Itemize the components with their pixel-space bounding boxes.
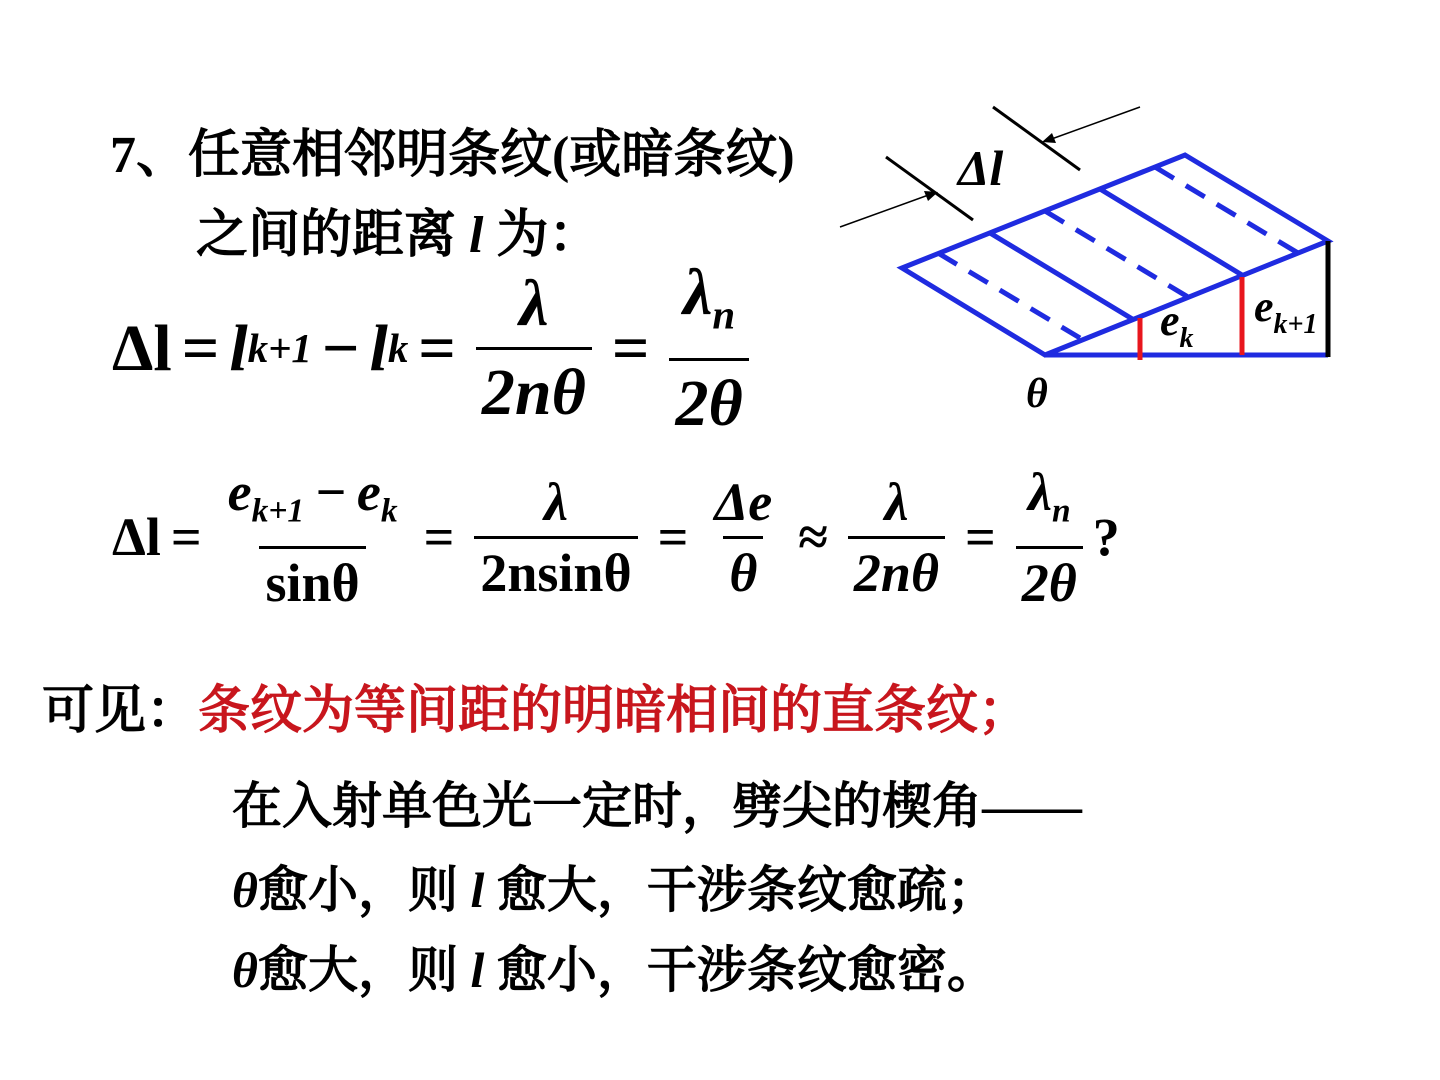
f2-lhs: Δl (112, 507, 161, 568)
f2-eq4: = (964, 507, 996, 568)
note2-a: 愈小，则 (257, 862, 471, 918)
fringe-dashed-line (1045, 211, 1188, 297)
wedge-diagram (830, 95, 1350, 425)
f1-frac2-sub: n (712, 292, 736, 338)
formula-spacing-1 (112, 250, 759, 447)
note3-l: l (470, 942, 485, 998)
f2-frac5-lambda: λ (1027, 462, 1052, 522)
f1-frac2-num (677, 250, 741, 358)
f1-eq1: = (181, 311, 220, 385)
delta-l-arrowhead-right (1042, 133, 1056, 143)
f2-frac3 (708, 468, 778, 607)
conclusion (42, 668, 1030, 743)
f2-frac1 (222, 458, 404, 617)
f1-frac2 (669, 250, 748, 447)
f1-frac1 (476, 261, 592, 436)
f1-frac2-lambda: λ (683, 256, 713, 329)
f2-eq2: = (423, 507, 455, 568)
f2-frac5-den: 2θ (1016, 546, 1083, 617)
heading-suffix: 为： (483, 207, 601, 264)
fringe-dashed-line (938, 253, 1080, 338)
f2-num-minus: − (314, 462, 347, 522)
ek-label-e: e (1160, 296, 1180, 345)
f2-frac1-den: sinθ (259, 546, 365, 617)
f2-eq3: = (657, 507, 689, 568)
formula-spacing-2 (112, 458, 1120, 617)
conclusion-prefix: 可见： (42, 683, 199, 740)
f2-frac3-num: Δe (714, 471, 773, 532)
delta-l-extension-right (993, 107, 1080, 170)
heading-prefix: 之间的距离 (196, 207, 470, 264)
theta-label: θ (1026, 371, 1048, 417)
f1-l2-sub: k (387, 326, 409, 372)
f2-frac2-den: 2nsinθ (474, 536, 637, 607)
conclusion-highlight: 条纹为等间距的明暗相间的直条纹； (198, 683, 1031, 740)
f1-frac1-den: 2nθ (476, 347, 592, 436)
f1-l2: l (369, 311, 388, 385)
note2-l: l (470, 862, 485, 918)
note3-a: 愈大，则 (257, 942, 471, 998)
f2-ek: e (356, 462, 381, 522)
fringe-line (990, 233, 1134, 320)
f2-frac1-num (222, 458, 404, 546)
f2-frac5 (1016, 458, 1083, 617)
f2-frac4 (848, 468, 945, 607)
heading-line1: 7、任意相邻明条纹(或暗条纹) (110, 127, 795, 184)
f2-question-mark: ? (1092, 507, 1120, 568)
delta-l-label: Δl (958, 140, 1004, 196)
f2-frac2 (474, 468, 637, 607)
note2-b: 愈大，干涉条纹愈疏； (484, 862, 997, 918)
f2-frac5-num (1022, 458, 1077, 546)
ek-label (1160, 296, 1194, 354)
note-line1: 在入射单色光一定时，劈尖的楔角—— (232, 778, 1082, 834)
note3-b: 愈小，干涉条纹愈密。 (484, 942, 997, 998)
f1-l1: l (229, 311, 248, 385)
f2-frac3-den: θ (723, 536, 763, 607)
f2-frac4-den: 2nθ (848, 536, 945, 607)
f2-ek-sub: k (380, 492, 398, 530)
ek1-label-e: e (1254, 282, 1274, 331)
f1-frac1-num: λ (519, 267, 549, 341)
ek1-label-sub: k+1 (1273, 309, 1318, 340)
f1-eq2: = (418, 311, 456, 385)
note-line3 (232, 930, 997, 1002)
ek1-label (1254, 282, 1318, 340)
f2-ek1: e (227, 462, 252, 522)
f2-frac4-num: λ (884, 471, 909, 532)
heading-var-l: l (469, 207, 484, 264)
f1-frac2-den: 2θ (669, 358, 748, 447)
f2-ek1-sub: k+1 (251, 492, 305, 530)
f1-eq3: = (611, 311, 650, 385)
ek-label-sub: k (1179, 323, 1194, 354)
delta-l-arrowhead-left (924, 191, 938, 201)
note-line2 (232, 850, 997, 922)
f2-eq1: = (170, 507, 202, 568)
f1-lhs: Δl (112, 311, 172, 385)
f1-minus: − (321, 311, 360, 385)
f2-frac5-sub: n (1051, 492, 1071, 530)
note3-theta: θ (232, 942, 258, 998)
f2-approx: ≈ (798, 507, 828, 568)
delta-l-arrow-right (1046, 107, 1140, 141)
f1-l1-sub: k+1 (247, 326, 312, 372)
note2-theta: θ (232, 862, 258, 918)
f2-frac2-num: λ (544, 471, 568, 532)
delta-l-arrow-left (840, 193, 934, 227)
fringe-line (1100, 189, 1242, 275)
